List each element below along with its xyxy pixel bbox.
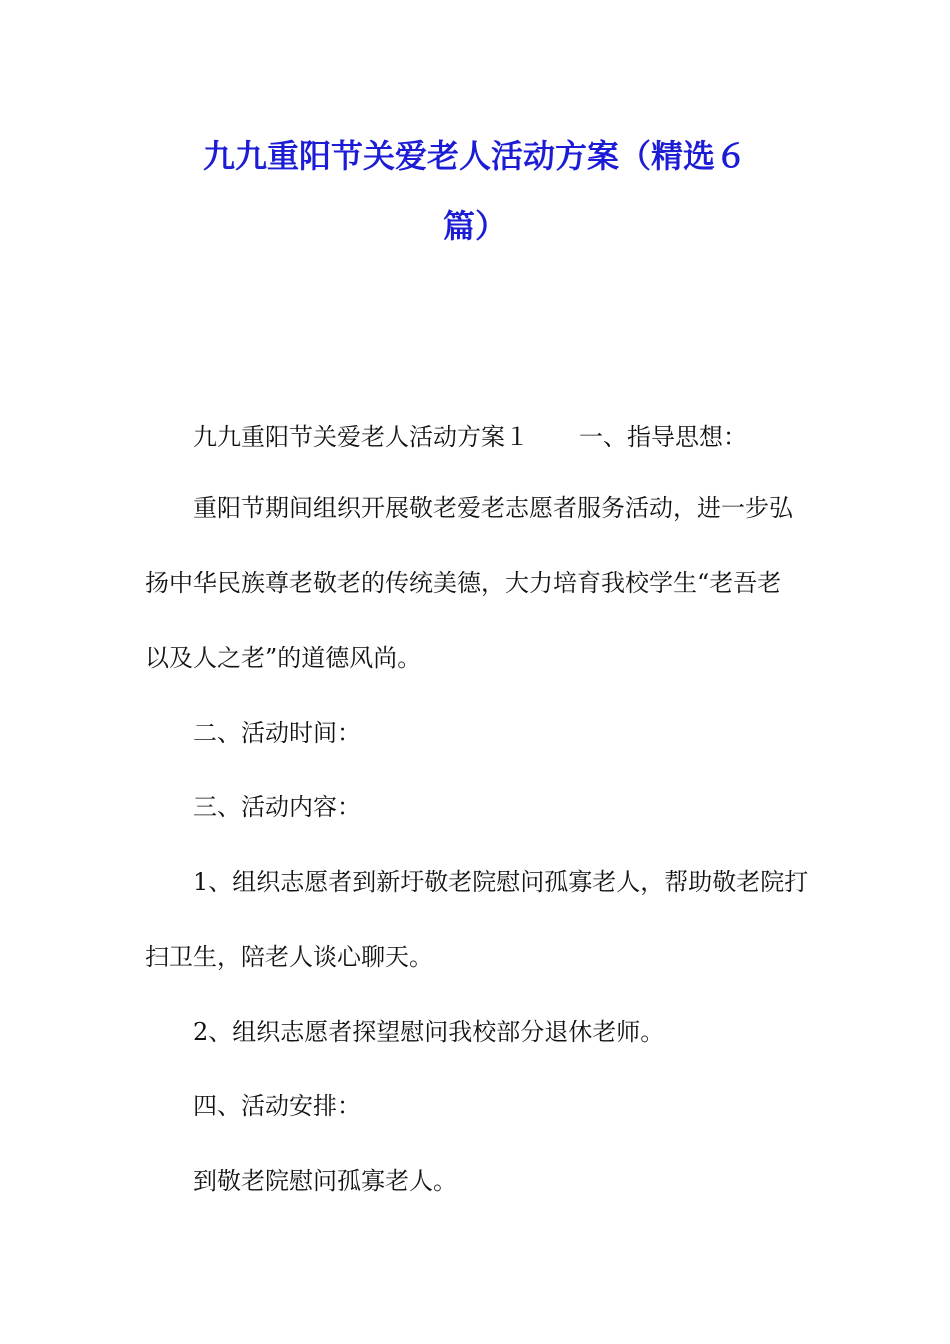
paragraph-1-line-1: 重阳节期间组织开展敬老爱老志愿者服务活动，进一步弘 — [193, 494, 793, 522]
paragraph-1-line-3: 以及人之老”的道德风尚。 — [145, 644, 422, 672]
document-title-line2: 篇） — [442, 207, 507, 245]
heading-activity-time: 二、活动时间： — [193, 719, 361, 747]
paragraph-last: 到敬老院慰问孤寡老人。 — [193, 1167, 457, 1195]
document-title-line1: 九九重阳节关爱老人活动方案（精选６ — [202, 137, 747, 175]
list-item-2: 2、组织志愿者探望慰问我校部分退休老师。 — [193, 1018, 665, 1046]
section-heading-row — [193, 421, 747, 453]
heading-activity-content: 三、活动内容： — [193, 793, 361, 821]
list-item-1-line-1: 1、组织志愿者到新圩敬老院慰问孤寡老人，帮助敬老院打 — [193, 868, 809, 896]
paragraph-1-line-2: 扬中华民族尊老敬老的传统美德，大力培育我校学生“老吾老 — [145, 569, 782, 597]
list-item-1-line-2: 扫卫生，陪老人谈心聊天。 — [145, 943, 433, 971]
heading-activity-arrangement: 四、活动安排： — [193, 1092, 361, 1120]
section-heading: 九九重阳节关爱老人活动方案１ — [193, 423, 529, 451]
heading-guiding-ideology: 一、指导思想： — [579, 423, 747, 451]
